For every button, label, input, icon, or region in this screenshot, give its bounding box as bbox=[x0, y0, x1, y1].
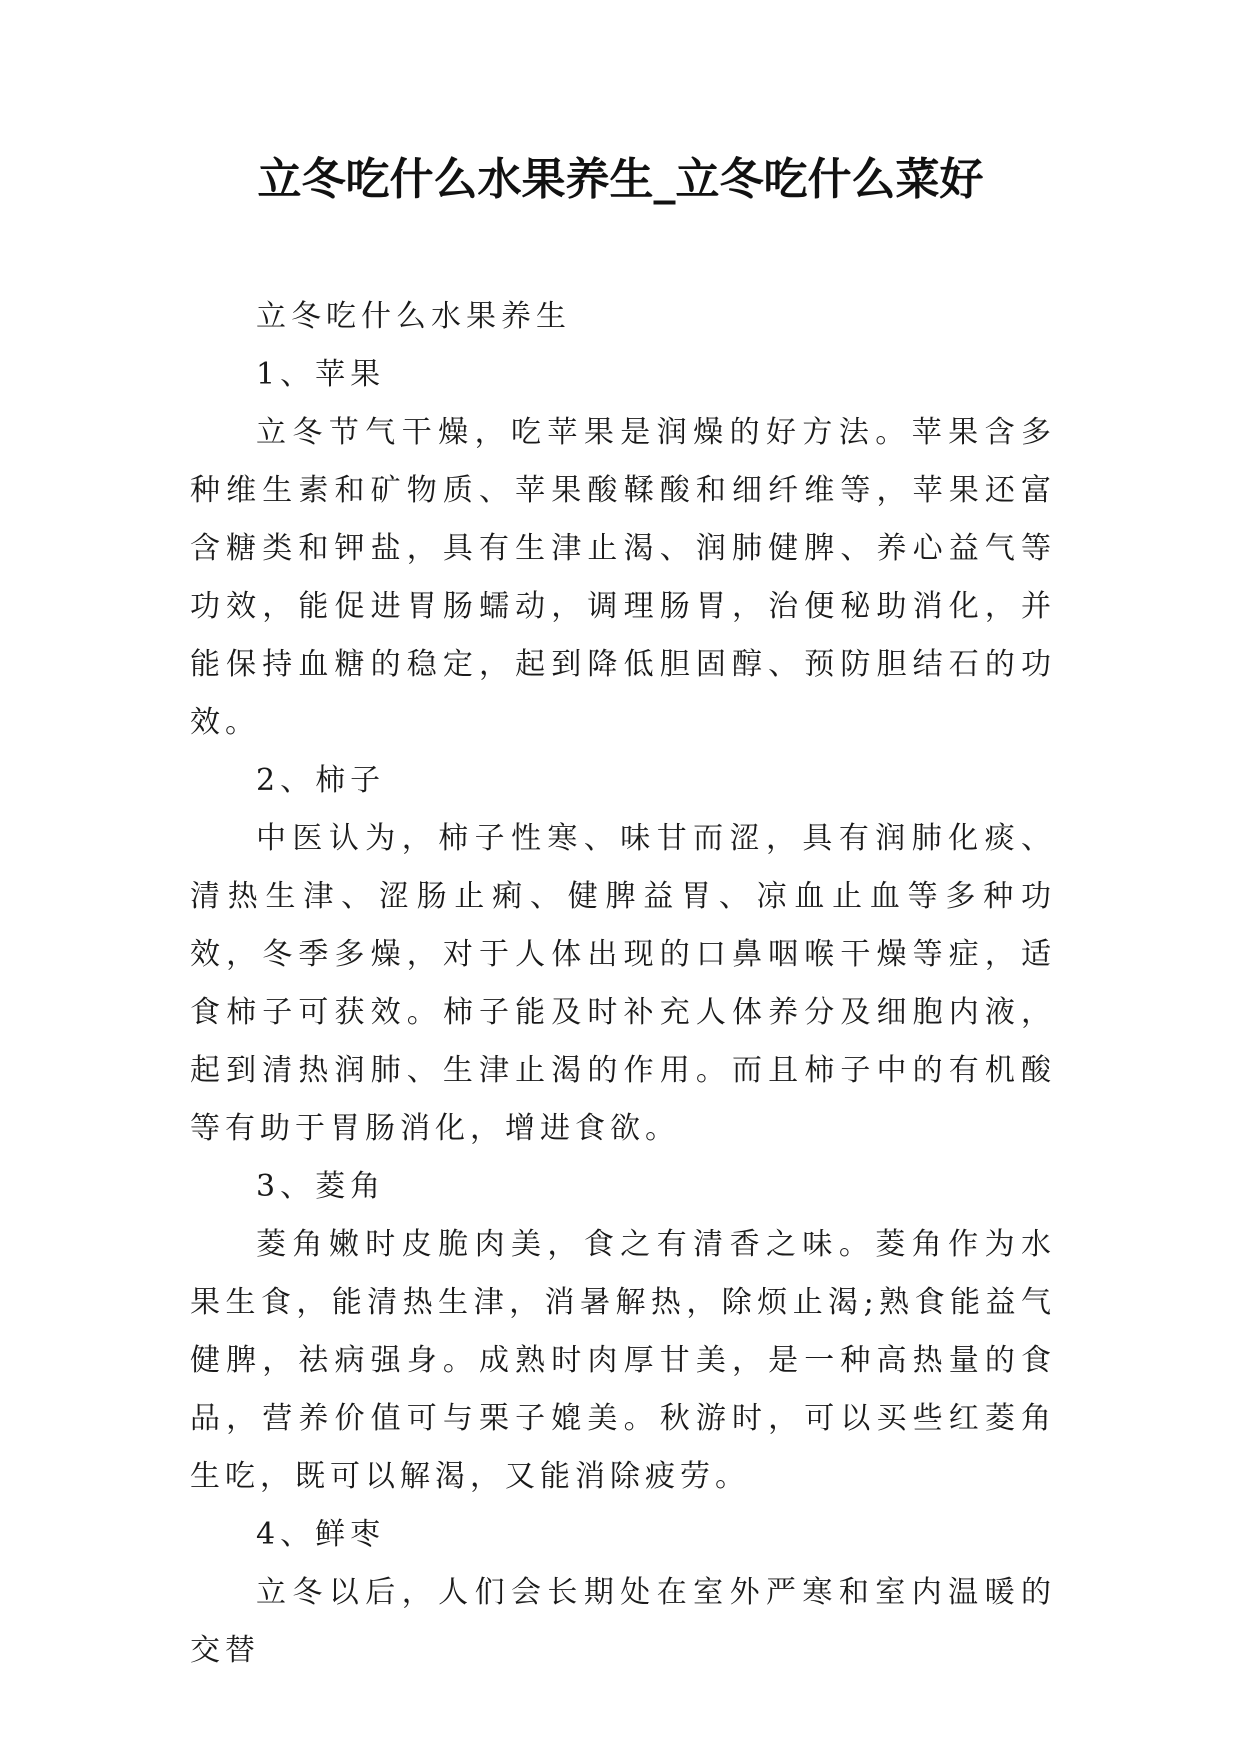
item-heading-fresh-jujube: 4、鲜枣 bbox=[256, 1517, 386, 1552]
item-heading-apple: 1、苹果 bbox=[256, 357, 386, 392]
paragraph-water-caltrop: 菱角嫩时皮脆肉美，食之有清香之味。菱角作为水果生食，能清热生津，消暑解热，除烦止渴;熟食能益气健脾，祛病强身。成熟时肉厚甘美，是一种高热量的食品，营养价值可与栗子媲美。秋游时，可以买些红菱角生吃，既可以解渴，又能消除疲劳。 bbox=[190, 1227, 1056, 1494]
item-heading-persimmon: 2、柿子 bbox=[256, 763, 386, 798]
paragraph-fresh-jujube: 立冬以后，人们会长期处在室外严寒和室内温暖的交替 bbox=[190, 1575, 1056, 1668]
paragraph-apple: 立冬节气干燥，吃苹果是润燥的好方法。苹果含多种维生素和矿物质、苹果酸鞣酸和细纤维等，苹果还富含糖类和钾盐，具有生津止渴、润肺健脾、养心益气等功效，能促进胃肠蠕动，调理肠胃，治便秘助消化，并能保持血糖的稳定，起到降低胆固醇、预防胆结石的功效。 bbox=[190, 415, 1056, 740]
document-body bbox=[190, 288, 1056, 1680]
paragraph-persimmon: 中医认为，柿子性寒、味甘而涩，具有润肺化痰、清热生津、涩肠止痢、健脾益胃、凉血止血等多种功效，冬季多燥，对于人体出现的口鼻咽喉干燥等症，适食柿子可获效。柿子能及时补充人体养分及细胞内液，起到清热润肺、生津止渴的作用。而且柿子中的有机酸等有助于胃肠消化，增进食欲。 bbox=[190, 821, 1056, 1146]
item-heading-water-caltrop: 3、菱角 bbox=[256, 1169, 386, 1204]
document-title: 立冬吃什么水果养生_立冬吃什么菜好 bbox=[257, 154, 984, 205]
section-heading: 立冬吃什么水果养生 bbox=[256, 299, 571, 334]
